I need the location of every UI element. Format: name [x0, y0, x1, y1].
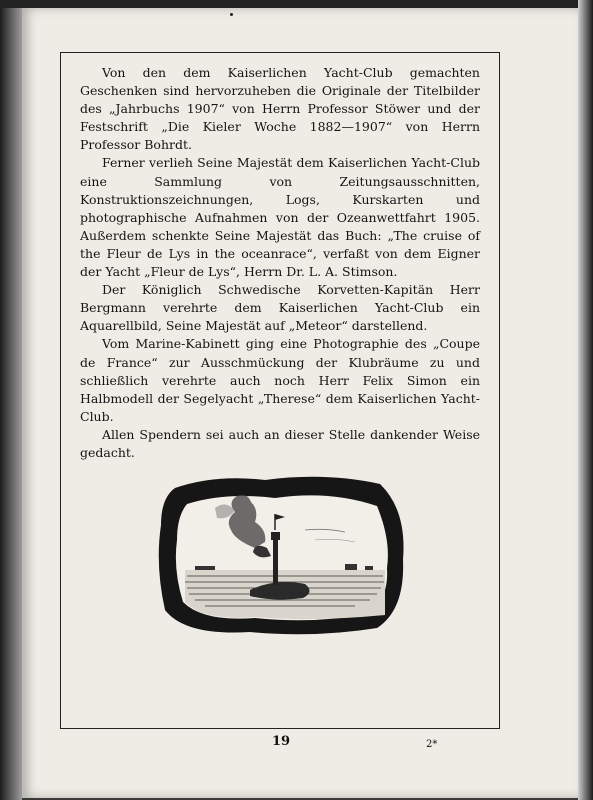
scan-right-edge	[578, 0, 593, 800]
paragraph-bergmann: Der Königlich Schwedische Korvetten-Kapitän Herr Bergmann verehrte dem Kaiserlichen Yacht-Club ein Aquarellbild, Seine Majestät auf „Meteor“ darstellend.	[80, 282, 480, 334]
paragraph-thanks: Allen Spendern sei auch an dieser Stelle dankender Weise gedacht.	[80, 426, 480, 460]
page-number: 19	[272, 734, 291, 749]
body-text	[80, 64, 480, 462]
scan-dust-speck	[230, 13, 233, 16]
paragraph-majesty-collection: Ferner verlieh Seine Majestät dem Kaiserlichen Yacht-Club eine Sammlung von Zeitungsausschnitten, Konstruktionszeichnungen, Logs, Kurskarten und photographische Aufnahmen von der Ozeanwettfahrt 1905. Außerdem schenkte Seine Majestät das Buch: „The cruise of the Fleur de Lys in the oceanrace“, verfaßt von dem Eigner der Yacht „Fleur de Lys“, Herrn Dr. L. A. Stimson.	[80, 155, 480, 280]
signature-mark: 2*	[426, 739, 438, 750]
paragraph-gifts: Von den dem Kaiserlichen Yacht-Club gemachten Geschenken sind hervorzuheben die Originale der Titelbilder des „Jahrbuchs 1907“ von Herrn Professor Stöwer und der Festschrift „Die Kieler Woche 1882—1907“ von Herrn Professor Bohrdt.	[80, 65, 480, 153]
paragraph-marine-kabinett: Vom Marine-Kabinett ging eine Photographie des „Coupe de France“ zur Ausschmückung der Klubräume zu und schließlich verehrte auch noch Herr Felix Simon ein Halbmodell der Segelyacht „Therese“ dem Kaiserlichen Yacht-Club.	[80, 336, 480, 424]
book-gutter-shadow	[0, 0, 22, 800]
ship-vignette-illustration	[155, 470, 410, 638]
scan-top-edge	[0, 0, 593, 8]
